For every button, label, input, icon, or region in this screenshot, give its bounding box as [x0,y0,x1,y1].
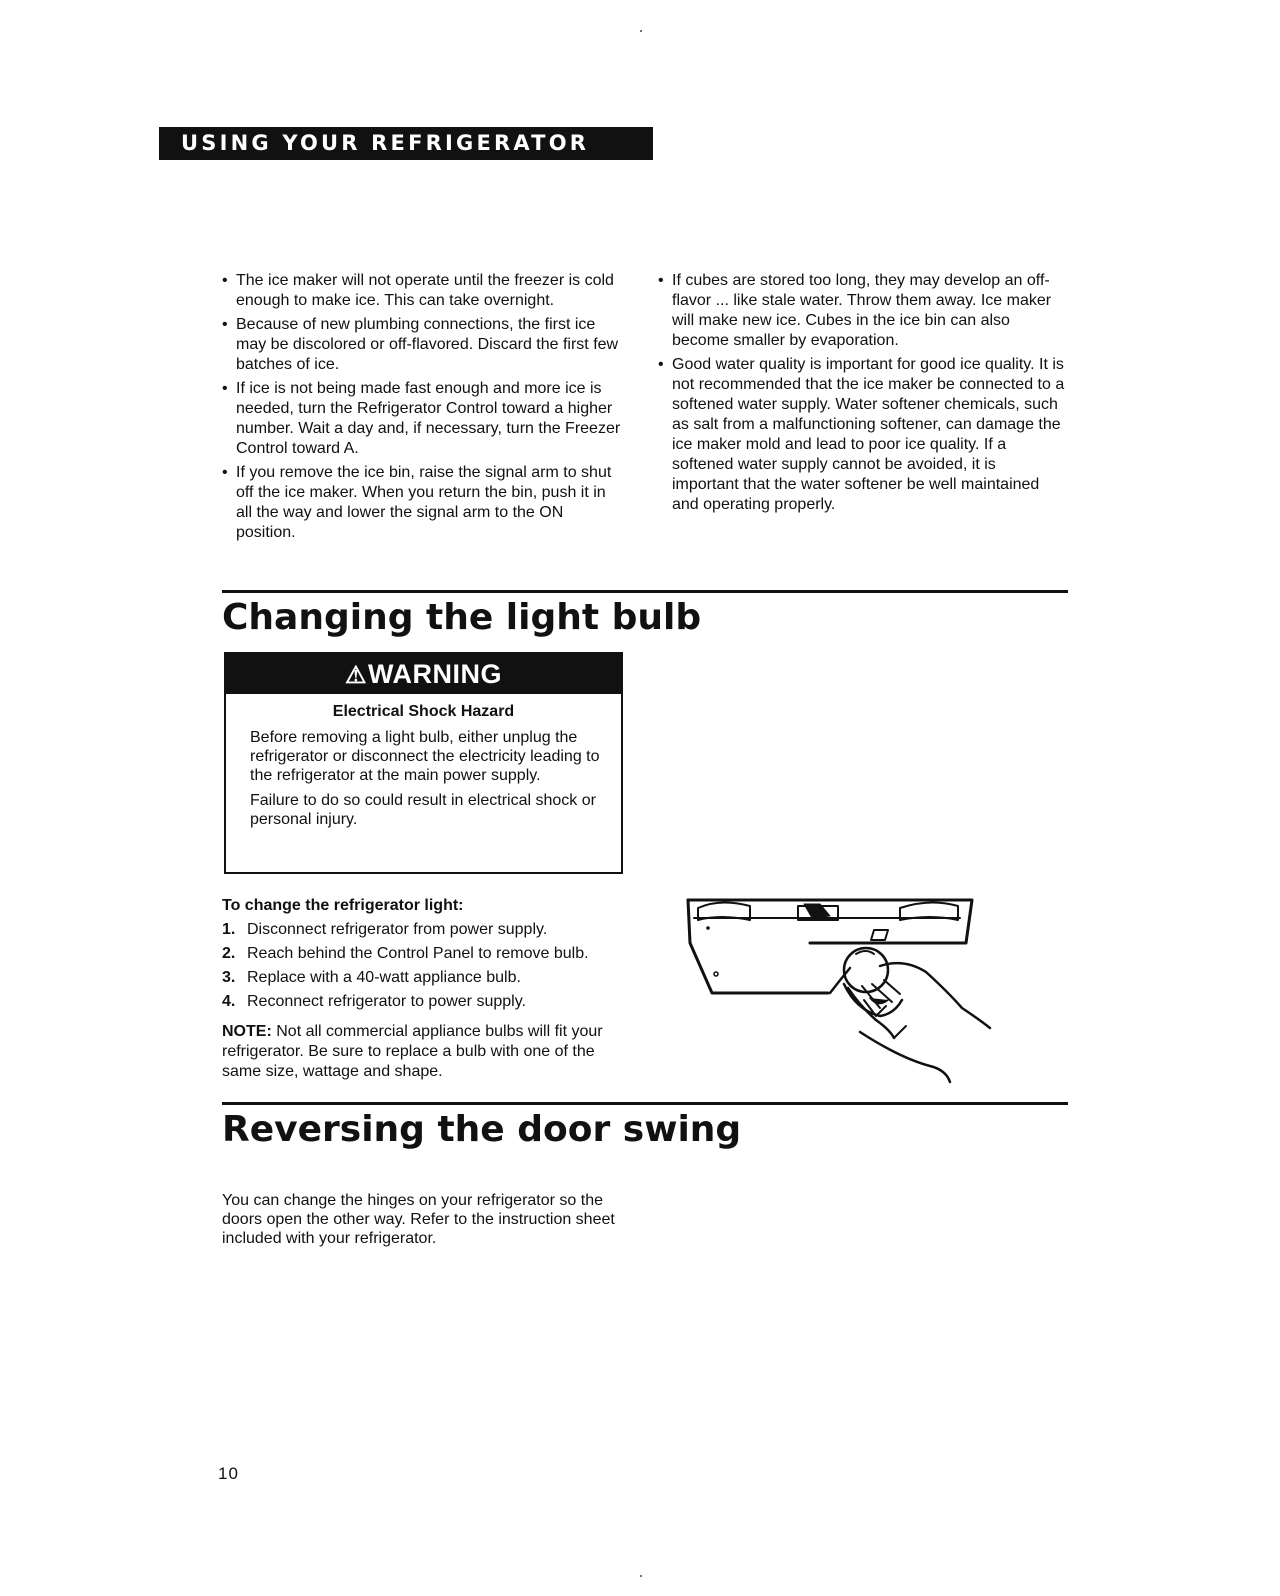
page-number: 10 [218,1464,239,1483]
scan-speck [640,30,642,32]
ice-notes-right-column [658,271,1066,519]
step-item: 1. Disconnect refrigerator from power supply. [222,921,548,938]
warning-box [224,652,623,874]
warning-paragraph: Failure to do so could result in electrical shock or personal injury. [250,792,596,828]
light-bulb-heading: Changing the light bulb [222,597,702,638]
scan-speck [640,1575,642,1577]
ice-notes-left-column [222,271,622,547]
note [222,1022,632,1082]
note-text: Not all commercial appliance bulbs will fit your refrigerator. Be sure to replace a bulb with one of the same size, wattage and shape. [222,1023,603,1080]
list-item: • If you remove the ice bin, raise the signal arm to shut off the ice maker. When you return the bin, push it in all the way and lower the signal arm to the ON position. [222,463,622,543]
light-change-steps [222,896,632,1082]
bulb-replacement-illustration [680,888,1020,1116]
list-item: • Good water quality is important for good ice quality. It is not recommended that the ice maker be connected to a softened water supply. Water softener chemicals, such as salt from a malfunctioning softener, can damage the ice maker mold and lead to poor ice quality. If a softened water supply cannot be avoided, it is important that the water softener be well maintained and operating properly. [658,355,1066,515]
door-swing-text: You can change the hinges on your refrigerator so the doors open the other way. Refer to the instruction sheet included with your refrigerator. [222,1192,615,1247]
list-item: • Because of new plumbing connections, the first ice may be discolored or off-flavored. Discard the first few batches of ice. [222,315,622,375]
step-item: 2. Reach behind the Control Panel to remove bulb. [222,945,589,962]
list-item: • The ice maker will not operate until the freezer is cold enough to make ice. This can take overnight. [222,271,622,311]
warning-title: Electrical Shock Hazard [332,703,515,720]
step-item: 4. Reconnect refrigerator to power supply. [222,993,526,1010]
list-item: • If ice is not being made fast enough and more ice is needed, turn the Refrigerator Control toward a higher number. Wait a day and, if necessary, turn the Freezer Control toward A. [222,379,622,459]
section-divider [222,590,1068,593]
section-banner: USING YOUR REFRIGERATOR [159,127,653,160]
warning-triangle-icon: ⚠ [344,662,367,689]
list-item: • If cubes are stored too long, they may develop an off-flavor ... like stale water. Throw them away. Ice maker will make new ice. Cubes in the ice bin can also become smaller by evaporation. [658,271,1066,351]
steps-title: To change the refrigerator light: [222,897,464,914]
step-item: 3. Replace with a 40-watt appliance bulb. [222,969,521,986]
note-label: NOTE: [222,1023,272,1040]
door-swing-heading: Reversing the door swing [222,1109,742,1150]
section-divider [222,1102,1068,1105]
warning-paragraph: Before removing a light bulb, either unplug the refrigerator or disconnect the electricity leading to the refrigerator at the main power supply. [250,729,600,784]
warning-label: WARNING [368,659,502,689]
warning-header [226,654,621,694]
